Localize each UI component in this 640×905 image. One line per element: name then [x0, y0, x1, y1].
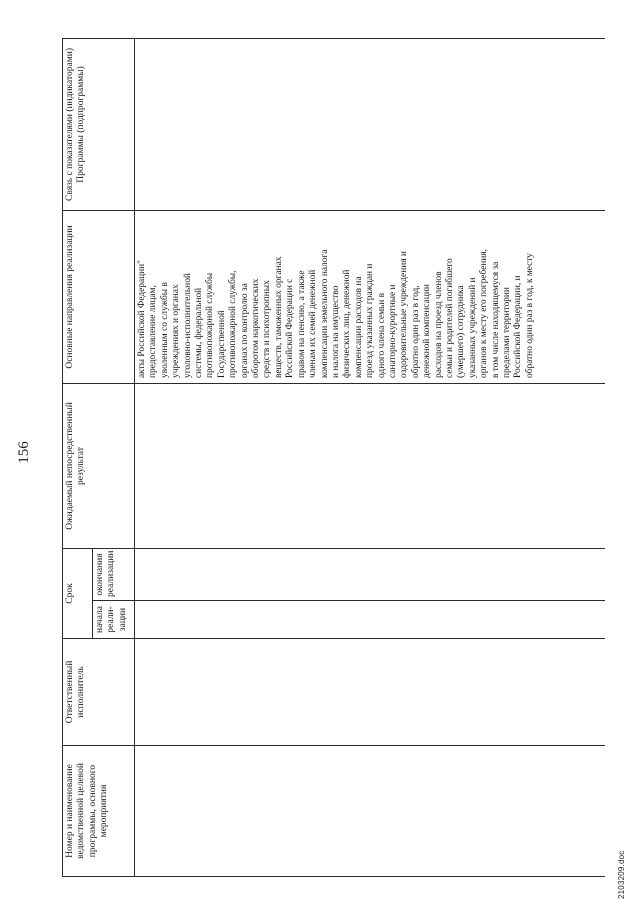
- footer-file-code: 2103209.doc: [617, 850, 626, 899]
- main-directions-text: акты Российской Федерации" предоставление лицам, уволенным со службы в учреждениях и органах уголовно-исполнительной системы, федеральной противопожарной службы Государственной противопожарной службы, органах по контролю за оборотом наркотических средств и психотропных веществ, таможенных органах Российской Федерации с правом на пенсию, а также членам их семей денежной компенсации земельного налога и налога на имущество физических лиц, денежной компенсации расходов на проезд указанных граждан и одного члена семьи в санаторно-курортные и оздоровительные учреждения и обратно один раз в год, денежной компенсации расходов на проезд членов семьи и родителей погибшего (умершего) сотрудника указанных учреждений и органов к месту его погребения, в том числе находящемуся за пределами территории Российской Федерации, и обратно один раз в год, к месту: [137, 249, 535, 378]
- header-term-start: начала реали-зации: [93, 601, 135, 639]
- cell-expected-result: [135, 383, 605, 548]
- cell-executor: [135, 639, 605, 746]
- table-row: [135, 38, 605, 876]
- header-program-name: Номер и наименование ведомственной целевой программы, основного мероприятия: [63, 746, 135, 877]
- cell-term-start: [135, 601, 605, 639]
- table-header-row: [63, 38, 93, 876]
- header-term: Срок: [63, 548, 93, 638]
- program-activities-table: [62, 38, 605, 877]
- cell-term-end: [135, 548, 605, 600]
- cell-main-directions: [135, 210, 605, 383]
- header-indicators-link: Связь с показателями (индикаторами) Программы (подпрограммы): [63, 38, 135, 210]
- cell-indicators-link: [135, 38, 605, 210]
- header-main-directions: Основные направления реализации: [63, 210, 135, 383]
- cell-program-name: [135, 746, 605, 877]
- page-number: 156: [16, 441, 32, 464]
- header-term-end: окончания реализации: [93, 548, 135, 600]
- header-expected-result: Ожидаемый непосредственный результат: [63, 383, 135, 548]
- header-executor: Ответственный исполнитель: [63, 639, 135, 746]
